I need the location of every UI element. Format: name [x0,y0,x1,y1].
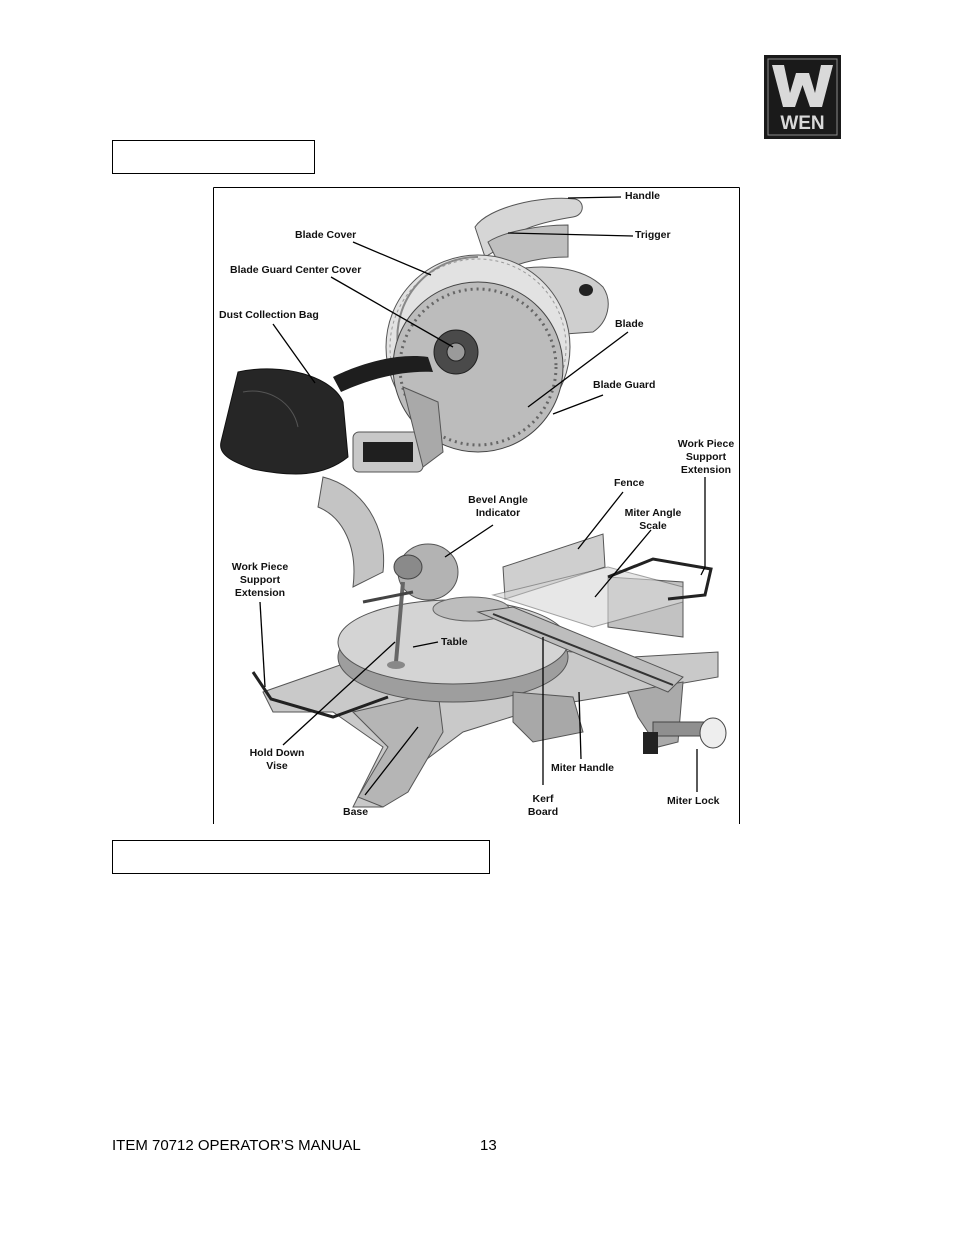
label-work-piece-support-extension-right: Work Piece Support Extension [677,438,735,476]
label-blade-cover: Blade Cover [295,229,357,241]
miter-lock-knob [643,718,726,754]
label-kerf-board: Kerf Board [527,793,559,818]
footer-manual-title: ITEM 70712 OPERATOR’S MANUAL [112,1137,361,1154]
label-miter-lock: Miter Lock [667,795,720,807]
label-blade-guard-center-cover: Blade Guard Center Cover [230,264,362,276]
pivot-linkage [353,387,443,472]
label-blade: Blade [615,318,644,330]
label-dust-collection-bag: Dust Collection Bag [219,309,319,321]
section-heading-box-2 [112,840,490,874]
label-handle: Handle [625,190,661,202]
pivot-arm [318,477,458,600]
turntable [338,597,568,702]
label-miter-angle-scale: Miter Angle Scale [624,507,682,532]
footer-page-number: 13 [480,1137,497,1154]
label-blade-guard: Blade Guard [593,379,656,391]
label-table: Table [441,636,468,648]
label-fence: Fence [614,477,645,489]
label-bevel-angle-indicator: Bevel Angle Indicator [468,494,528,519]
label-miter-handle: Miter Handle [551,762,615,774]
label-hold-down-vise: Hold Down Vise [249,747,305,772]
label-work-piece-support-extension-left: Work Piece Support Extension [231,561,289,599]
label-trigger: Trigger [635,229,671,241]
dust-bag [221,369,348,474]
wen-logo [764,55,841,139]
miter-saw-diagram [213,187,740,824]
section-heading-box-1 [112,140,315,174]
svg-text:WEN: WEN [780,113,825,134]
label-base: Base [343,806,369,818]
